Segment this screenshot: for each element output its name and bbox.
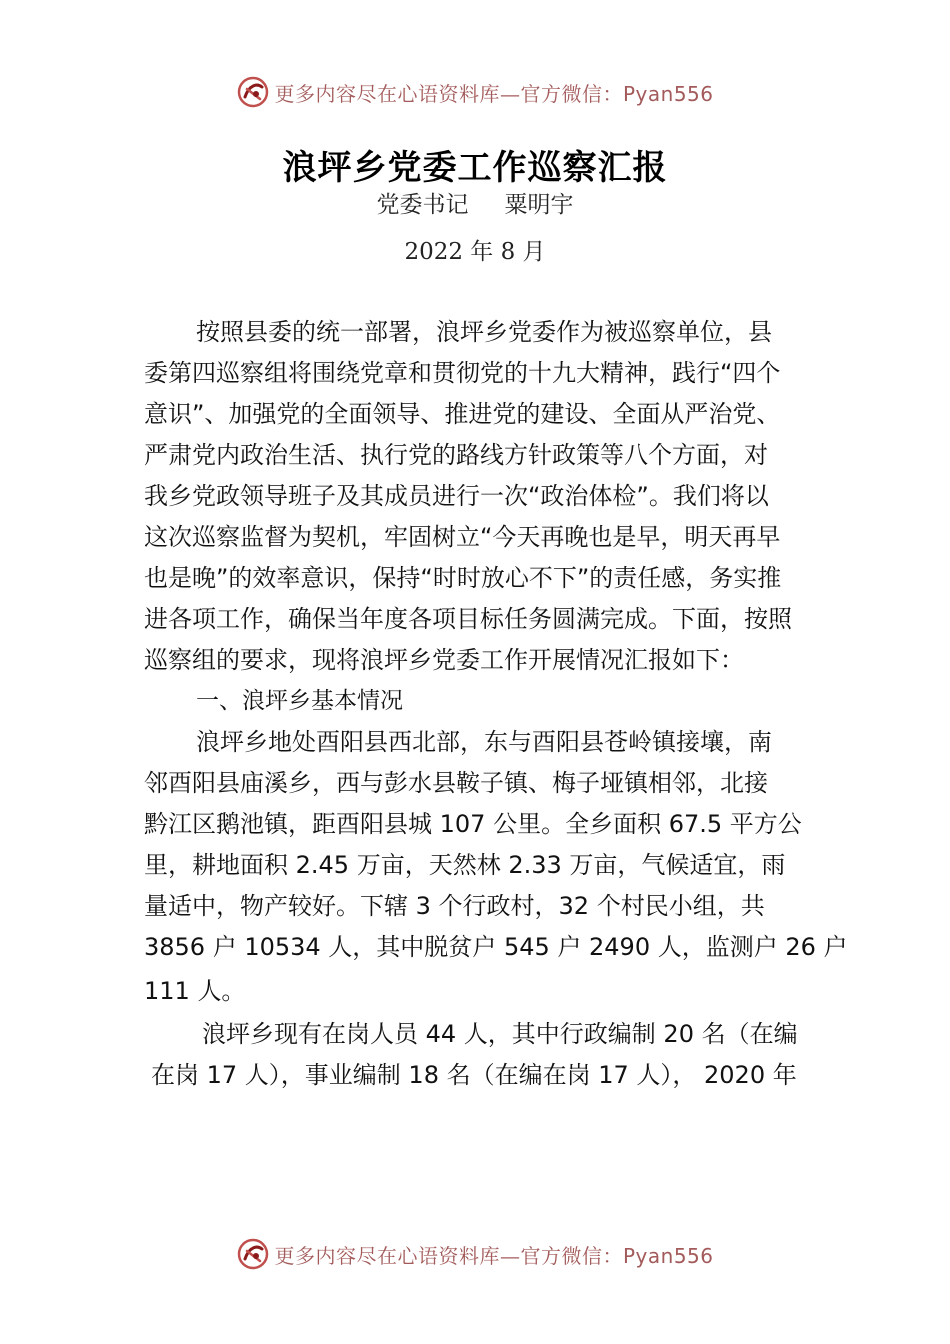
section-heading: 一、浪坪乡基本情况: [196, 688, 403, 714]
document-date: 2022 年 8 月: [404, 239, 546, 265]
author-line: [0, 186, 950, 219]
seal-logo-icon: [236, 1237, 270, 1271]
watermark-text: 更多内容尽在心语资料库—官方微信：Pyan556: [274, 81, 714, 106]
wechat-id: Pyan556: [622, 1243, 714, 1268]
paragraph-line: 黔江区鹅池镇，距酉阳县城 107 公里。全乡面积 67.5 平方公: [144, 810, 802, 838]
document-title: 浪坪乡党委工作巡察汇报: [282, 148, 668, 188]
paragraph-line: 3856 户 10534 人，其中脱贫户 545 户 2490 人，监测户 26 户: [144, 933, 848, 961]
paragraph-line: 严肃党内政治生活、执行党的路线方针政策等八个方面，对: [144, 441, 768, 469]
watermark-banner-top: [0, 72, 950, 112]
author-role: 党委书记: [376, 192, 469, 218]
wechat-id: Pyan556: [622, 81, 714, 106]
paragraph-line: 巡察组的要求，现将浪坪乡党委工作开展情况汇报如下：: [144, 646, 744, 674]
document-body: [144, 312, 848, 1096]
author-name: 粟明宇: [504, 192, 574, 218]
paragraph-line: 邻酉阳县庙溪乡，西与彭水县鞍子镇、梅子垭镇相邻，北接: [144, 769, 768, 797]
paragraph-line: 浪坪乡现有在岗人员 44 人，其中行政编制 20 名（在编: [202, 1020, 798, 1048]
watermark-text: 更多内容尽在心语资料库—官方微信：Pyan556: [274, 1243, 714, 1268]
paragraph-line: 我乡党政领导班子及其成员进行一次“政治体检”。我们将以: [144, 482, 769, 510]
paragraph-line: 里，耕地面积 2.45 万亩，天然林 2.33 万亩，气候适宜，雨: [144, 851, 786, 879]
paragraph-line: 委第四巡察组将围绕党章和贯彻党的十九大精神，践行“四个: [144, 359, 781, 387]
paragraph-line: 也是晚”的效率意识，保持“时时放心不下”的责任感，务实推: [144, 564, 782, 592]
paragraph-line: 意识”、加强党的全面领导、推进党的建设、全面从严治党、: [144, 400, 781, 428]
paragraph-line: 浪坪乡地处酉阳县西北部，东与酉阳县苍岭镇接壤，南: [196, 728, 772, 756]
paragraph-line: 按照县委的统一部署，浪坪乡党委作为被巡察单位，县: [196, 318, 772, 346]
watermark-banner-bottom: [0, 1234, 950, 1274]
paragraph-line: 在岗 17 人），事业编制 18 名（在编在岗 17 人）， 2020 年: [151, 1061, 797, 1089]
paragraph-line: 量适中，物产较好。下辖 3 个行政村，32 个村民小组，共: [144, 892, 765, 920]
paragraph-line: 进各项工作，确保当年度各项目标任务圆满完成。下面，按照: [144, 605, 792, 633]
seal-logo-icon: [236, 75, 270, 109]
paragraph-line: 111 人。: [144, 977, 246, 1005]
paragraph-line: 这次巡察监督为契机，牢固树立“今天再晚也是早，明天再早: [144, 523, 781, 551]
